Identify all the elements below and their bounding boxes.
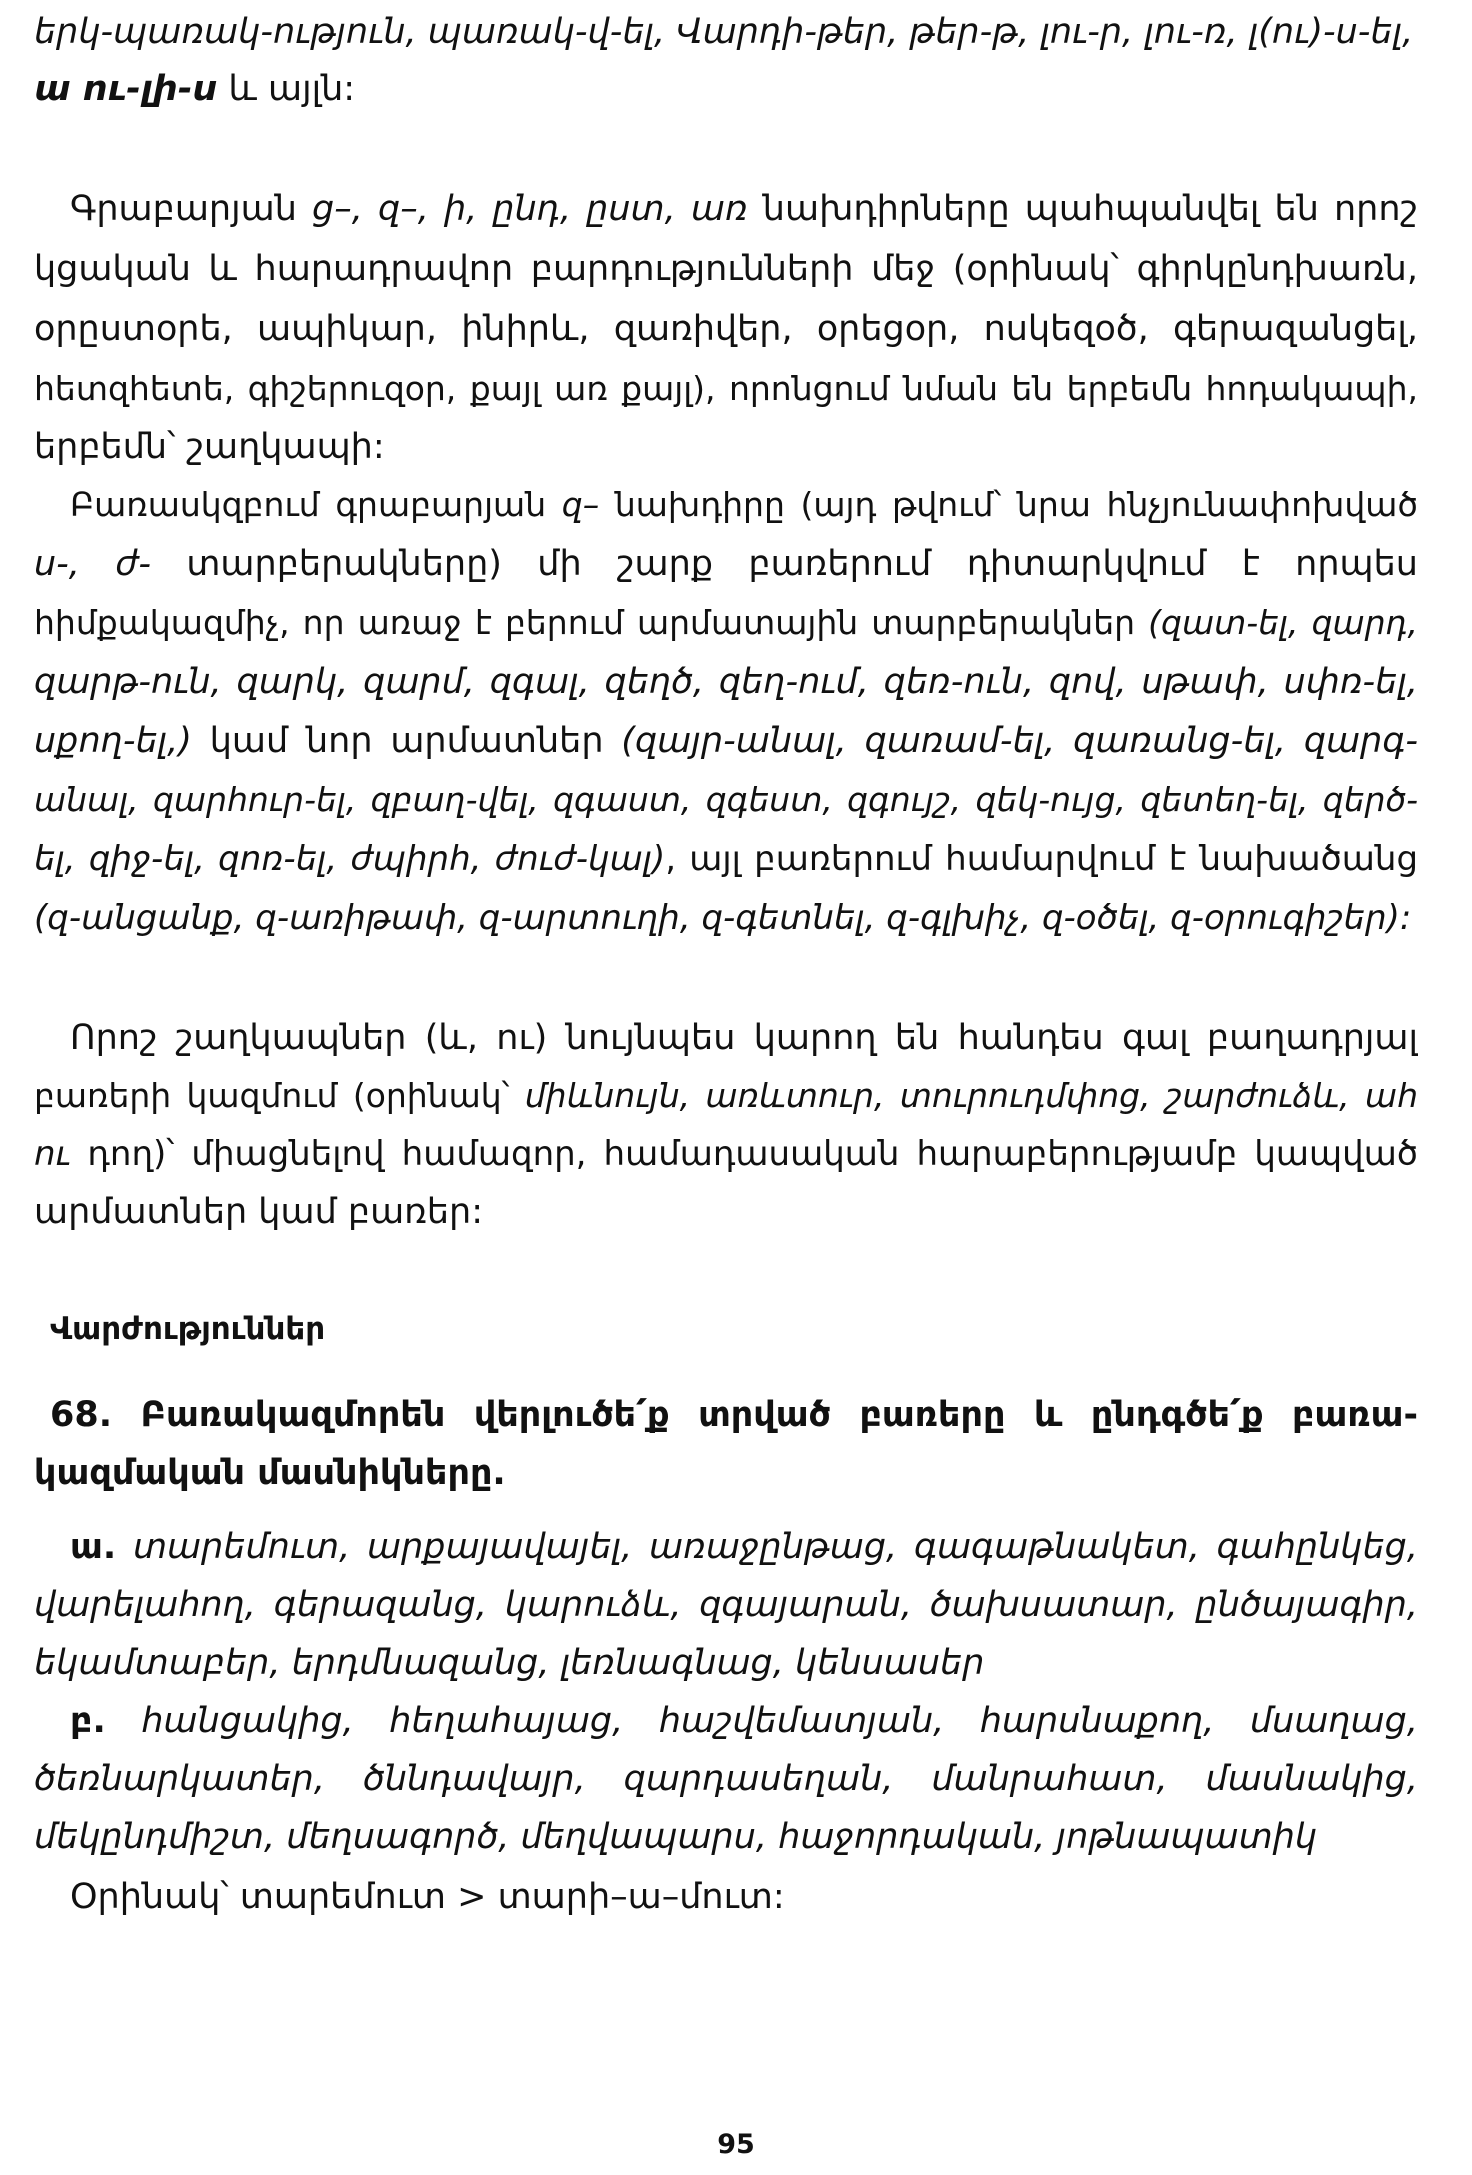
text-line: [34, 1127, 1418, 1181]
text-span: զ–: [561, 485, 600, 524]
text-span: հետզհետե, գիշերուզօր, քայլ առ քայլ), որոնցում նման են երբեմն հոդակապի,: [34, 369, 1418, 408]
list-item: [70, 1520, 1418, 1574]
text-span: (զատ-ել, զարդ,: [1148, 603, 1418, 642]
text-span: (զ-անցանք, զ-առիթափ, զ-արտուղի, զ-գետնել, զ-գլխիչ, զ-օծել, զ-օրուգիշեր):: [34, 898, 1412, 938]
text-span: երբեմն՝ շաղկապի:: [34, 427, 385, 467]
list-label: բ.: [70, 1701, 106, 1741]
text-line: [34, 891, 1411, 945]
text-span: դող)՝ միացնելով համազոր, համադասական հարաբերությամբ կապված: [70, 1134, 1418, 1174]
text-span: ս-, ժ-: [34, 544, 151, 584]
text-span: արմատներ կամ բառեր:: [34, 1192, 484, 1232]
text-line: [34, 420, 385, 474]
text-span: ծեռնարկատեր, ծննդավայր, զարդասեղան, մանրահատ, մասնակից,: [34, 1759, 1418, 1799]
text-line: [34, 773, 1418, 827]
section-heading: Վարժություններ: [50, 1311, 326, 1347]
text-span: հիմքակազմիչ, որ առաջ է բերում արմատային տարբերակներ: [34, 603, 1149, 642]
page-number: 95: [717, 2129, 755, 2160]
text-span: կցական և հարադրավոր բարդությունների մեջ (օրինակ՝ գիրկընդխառն,: [34, 249, 1418, 289]
text-span: զարթ-ուն, զարկ, զարմ, զգալ, զեղծ, զեղ-ում, զեռ-ուն, զով, սթափ, սփռ-ել,: [34, 662, 1418, 702]
text-line: [34, 5, 1413, 59]
exercise-title: [34, 1446, 506, 1500]
text-span: երկ-պառակ-ություն, պառակ-վ-ել, Վարդի-թեր, թեր-թ, լու-ր, լու-ռ, լ(ու)-ս-ել,: [34, 12, 1414, 52]
text-span: մեկընդմիշտ, մեղսագործ, մեղվապարս, հաջորդական, յոթնապատիկ: [34, 1817, 1318, 1857]
text-span: ա ու-լի-ս: [34, 69, 218, 109]
list-label: ա.: [70, 1527, 117, 1567]
text-line: [70, 1011, 1418, 1065]
text-span: բառերի կազմում (օրինակ՝: [34, 1076, 525, 1115]
text-line: [70, 478, 1418, 532]
text-span: կազմական մասնիկները.: [34, 1453, 506, 1493]
text-span: (զայր-անալ, զառամ-ել, զառանց-ել, զարգ-: [621, 721, 1418, 761]
text-line: [34, 1810, 1317, 1864]
text-span: անալ, զարհուր-ել, զբաղ-վել, զգաստ, զգեստ, զգույշ, զեկ-ույց, զետեղ-ել, զերծ-: [34, 780, 1418, 819]
text-span: , այլ բառերում համարվում է նախածանց: [665, 839, 1418, 879]
text-line: [34, 242, 1418, 296]
text-line: [34, 302, 1418, 356]
text-line: [34, 832, 1418, 886]
text-span: միևնույն, առևտուր, տուրուդմփոց, շարժուձև, ահ: [524, 1076, 1418, 1115]
text-span: օրըստօրե, ապիկար, ինիրև, զառիվեր, օրեցօր, ոսկեզօծ, գերազանցել,: [34, 309, 1418, 349]
text-span: ց–, զ–, ի, ընդ, ըստ, առ: [312, 189, 748, 229]
text-line: [34, 1636, 984, 1690]
text-span: Օրինակ՝ տարեմուտ > տարի–ա–մուտ:: [70, 1877, 785, 1917]
text-span: տարեմուտ, արքայավայել, առաջընթաց, գագաթնակետ, գահընկեց,: [132, 1527, 1418, 1567]
text-line: [34, 1185, 483, 1239]
example-line: [70, 1870, 785, 1924]
text-line: [34, 62, 355, 116]
text-span: եկամտաբեր, երդմնազանց, լեռնագնաց, կենսասեր: [34, 1643, 985, 1683]
text-line: [34, 714, 1418, 768]
text-line: [34, 1069, 1418, 1123]
text-span: ել, զիջ-ել, զոռ-ել, ժպիրհ, ժուժ-կալ): [34, 839, 666, 879]
text-span: Գրաբարյան: [70, 189, 313, 229]
text-span: նախդիրները պահպանվել են որոշ: [747, 189, 1418, 229]
text-span: ու: [34, 1134, 71, 1174]
text-span: հանցակից, հեղահայաց, հաշվեմատյան, հարսնաքող, մսաղաց,: [141, 1701, 1418, 1741]
text-line: [34, 596, 1418, 650]
list-item: [70, 1694, 1418, 1748]
text-span: նախդիրը (այդ թվում՝ նրա հնչյունափոխված: [599, 485, 1418, 524]
text-line: [34, 537, 1418, 591]
text-line: [34, 655, 1418, 709]
text-span: կամ նոր արմատներ: [191, 721, 622, 761]
text-line: [34, 1578, 1418, 1632]
text-span: և այլն:: [217, 69, 356, 109]
text-line: [70, 182, 1418, 236]
text-span: Որոշ շաղկապներ (և, ու) նույնպես կարող են հանդես գալ բաղադրյալ: [70, 1018, 1418, 1058]
text-span: տարբերակները) մի շարք բառերում դիտարկվում է որպես: [150, 544, 1418, 584]
text-line: [34, 362, 1418, 416]
text-line: [34, 1752, 1418, 1806]
text-span: 68. Բառակազմորեն վերլուծե՛ք տրված բառերը և ընդգծե՛ք բառա-: [50, 1395, 1418, 1435]
text-span: սքող-ել,): [34, 721, 192, 761]
text-span: վարելահող, գերազանց, կարուձև, զգայարան, ծախսատար, ընծայագիր,: [34, 1585, 1418, 1625]
exercise-title: [50, 1388, 1418, 1442]
text-span: Բառասկզբում գրաբարյան: [70, 485, 562, 524]
